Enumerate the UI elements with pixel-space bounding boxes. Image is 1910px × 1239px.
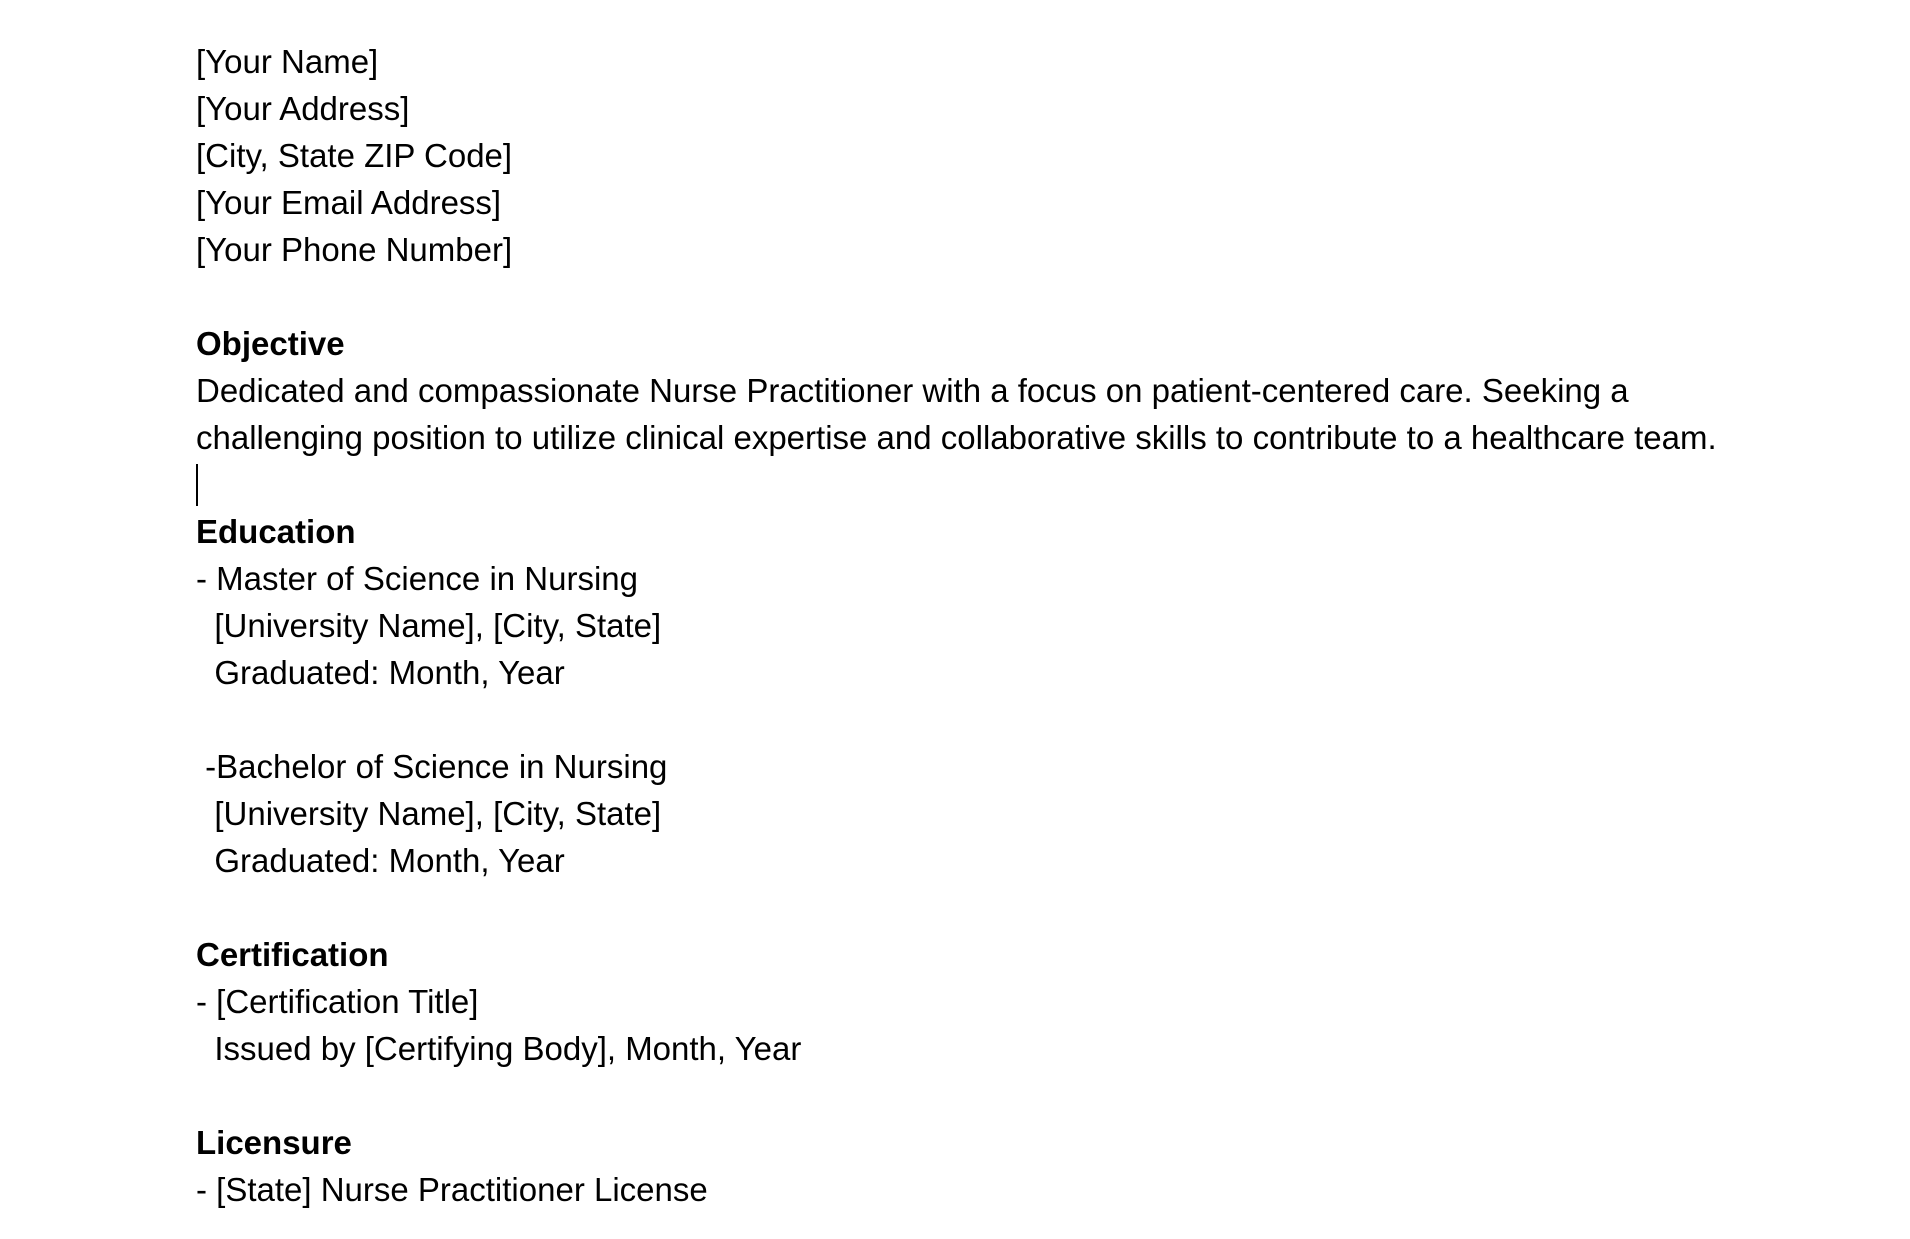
licensure-license: - [State] Nurse Practitioner License: [196, 1171, 708, 1208]
education-graduated: Graduated: Month, Year: [196, 654, 565, 691]
spacer: [196, 273, 1756, 320]
contact-city-state-zip: [City, State ZIP Code]: [196, 137, 513, 174]
spacer: [196, 884, 1756, 931]
contact-address: [Your Address]: [196, 90, 410, 127]
document-page[interactable]: [196, 38, 1756, 1213]
certification-heading: Certification: [196, 936, 389, 973]
certification-title: - [Certification Title]: [196, 983, 479, 1020]
contact-phone: [Your Phone Number]: [196, 231, 513, 268]
certification-issued: Issued by [Certifying Body], Month, Year: [196, 1030, 802, 1067]
education-degree: -Bachelor of Science in Nursing: [196, 748, 668, 785]
spacer: [196, 1072, 1756, 1119]
objective-heading: Objective: [196, 325, 345, 362]
education-graduated: Graduated: Month, Year: [196, 842, 565, 879]
education-heading: Education: [196, 513, 356, 550]
contact-name: [Your Name]: [196, 43, 379, 80]
education-school: [University Name], [City, State]: [196, 795, 662, 832]
education-degree: - Master of Science in Nursing: [196, 560, 639, 597]
text-cursor-line: [196, 461, 1756, 508]
text-caret: [196, 464, 198, 506]
spacer: [196, 696, 1756, 743]
objective-text: Dedicated and compassionate Nurse Practitioner with a focus on patient-centered care. Seeking a challenging position to utilize clinical expertise and collaborative skills to contribute to a healthcare team.: [196, 372, 1717, 456]
contact-email: [Your Email Address]: [196, 184, 502, 221]
licensure-heading: Licensure: [196, 1124, 352, 1161]
education-school: [University Name], [City, State]: [196, 607, 662, 644]
